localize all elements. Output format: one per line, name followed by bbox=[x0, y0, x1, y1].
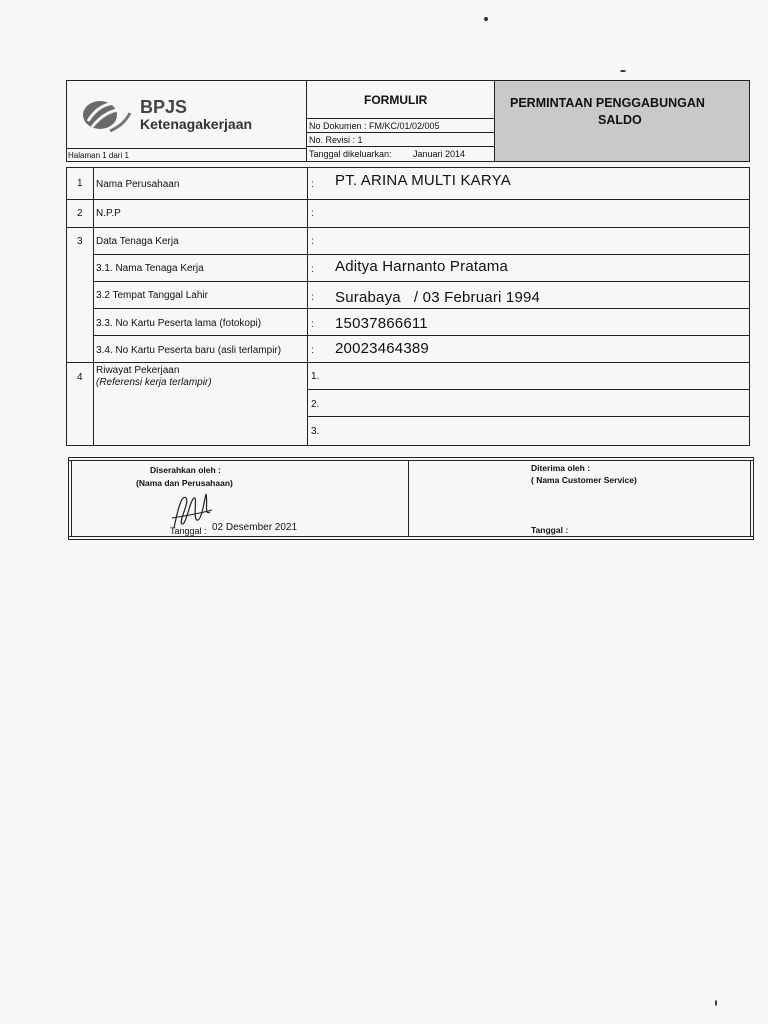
submitted-by-title: Diserahkan oleh : bbox=[150, 465, 221, 475]
issued-label: Tanggal dikeluarkan: bbox=[309, 149, 392, 159]
row-1-colon: : bbox=[311, 179, 314, 190]
revision: No. Revisi : 1 bbox=[309, 135, 363, 145]
row-3-4-colon: : bbox=[311, 345, 314, 356]
row-3-2-colon: : bbox=[311, 292, 314, 303]
received-by-title: Diterima oleh : bbox=[531, 463, 591, 473]
logo-subtitle: Ketenagakerjaan bbox=[140, 116, 253, 132]
row-2-label: N.P.P bbox=[96, 208, 121, 219]
row-4-note: (Referensi kerja terlampir) bbox=[96, 377, 212, 388]
logo-brand: BPJS bbox=[140, 97, 188, 117]
row-4-label: Riwayat Pekerjaan bbox=[96, 365, 180, 376]
bpjs-logo bbox=[80, 95, 136, 135]
row-3-3-colon: : bbox=[311, 319, 314, 330]
work-history-item-3: 3. bbox=[311, 426, 320, 437]
work-history-item-1: 1. bbox=[311, 371, 320, 382]
signature bbox=[168, 488, 218, 534]
new-card-number-value: 20023464389 bbox=[335, 340, 429, 357]
birth-place-date-value: Surabaya / 03 Februari 1994 bbox=[335, 289, 541, 306]
row-1-label: Nama Perusahaan bbox=[96, 179, 180, 190]
received-date-label: Tanggal : bbox=[531, 525, 569, 535]
row-2-number: 2 bbox=[77, 208, 83, 219]
submitted-by-sub: (Nama dan Perusahaan) bbox=[136, 478, 233, 488]
form-title-line2: SALDO bbox=[598, 113, 642, 127]
submitted-date-label: Tanggal : bbox=[170, 526, 207, 536]
old-card-number-value: 15037866611 bbox=[335, 315, 428, 332]
row-3-colon: : bbox=[311, 236, 314, 247]
scan-speck bbox=[715, 1000, 717, 1006]
row-3-1-label: 3.1. Nama Tenaga Kerja bbox=[96, 263, 204, 274]
scan-speck bbox=[620, 70, 626, 72]
page-info: Halaman 1 dari 1 bbox=[68, 151, 129, 160]
row-1-number: 1 bbox=[77, 178, 83, 189]
received-by-sub: ( Nama Customer Service) bbox=[531, 475, 637, 485]
form-title-line1: PERMINTAAN PENGGABUNGAN bbox=[510, 96, 705, 110]
company-name-value: PT. ARINA MULTI KARYA bbox=[335, 172, 511, 189]
submitted-date-value: 02 Desember 2021 bbox=[212, 522, 298, 533]
row-3-1-colon: : bbox=[311, 264, 314, 275]
row-3-3-label: 3.3. No Kartu Peserta lama (fotokopi) bbox=[96, 318, 262, 329]
row-2-colon: : bbox=[311, 208, 314, 219]
work-history-item-2: 2. bbox=[311, 399, 320, 410]
issued-value: Januari 2014 bbox=[413, 149, 466, 159]
row-3-label: Data Tenaga Kerja bbox=[96, 236, 179, 247]
row-3-number: 3 bbox=[77, 236, 83, 247]
worker-name-value: Aditya Harnanto Pratama bbox=[335, 258, 509, 275]
scan-speck bbox=[484, 17, 488, 21]
row-3-4-label: 3.4. No Kartu Peserta baru (asli terlampir) bbox=[96, 345, 282, 356]
row-3-2-label: 3.2 Tempat Tanggal Lahir bbox=[96, 290, 208, 301]
doc-number: No Dokumen : FM/KC/01/02/005 bbox=[309, 121, 440, 131]
row-4-number: 4 bbox=[77, 372, 83, 383]
form-label: FORMULIR bbox=[364, 93, 428, 107]
